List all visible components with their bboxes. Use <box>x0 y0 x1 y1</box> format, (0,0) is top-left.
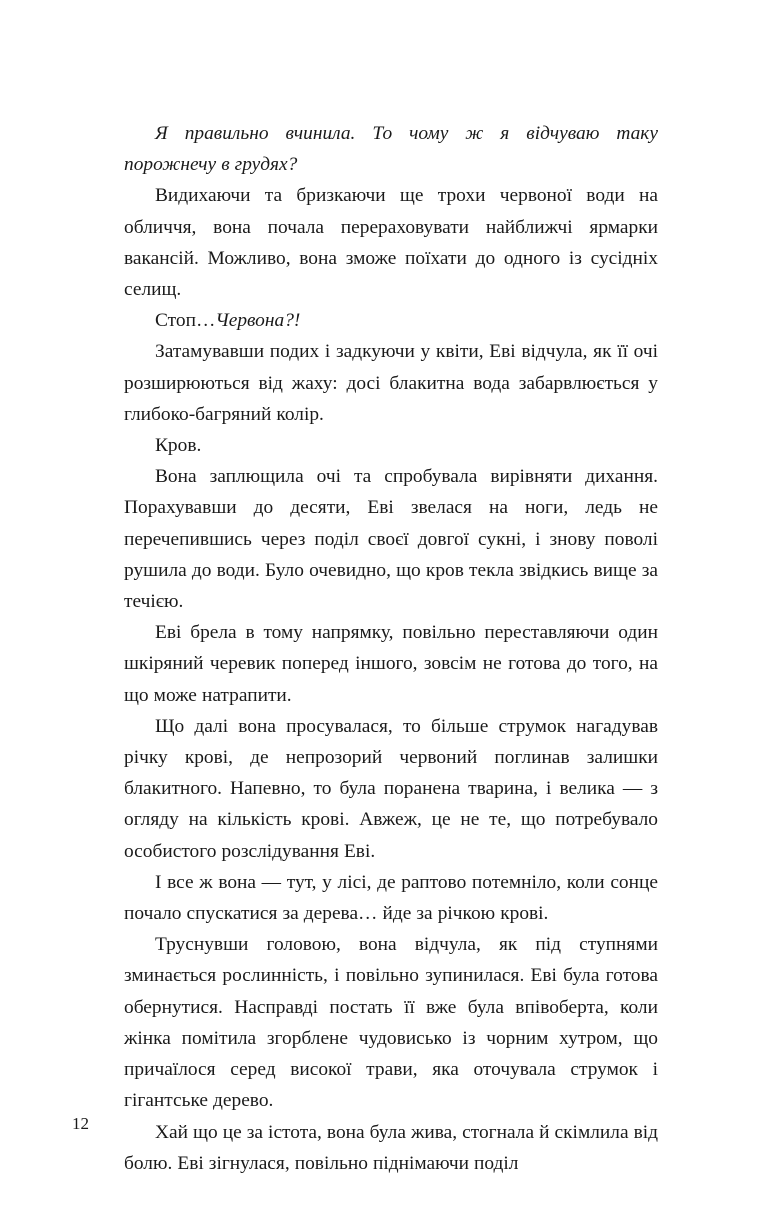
paragraph: Еві брела в тому напрямку, повільно переставляючи один шкіряний черевик поперед іншого, зовсім не готова до того, на що може натрапити. <box>124 622 658 706</box>
paragraph-italic-part: Червона?! <box>215 310 301 332</box>
paragraph: Я правильно вчинила. То чому ж я відчуваю таку порожнечу в грудях? <box>124 123 658 176</box>
paragraph: Вона заплющила очі та спробувала вирівняти дихання. Порахувавши до десяти, Еві звелася на ноги, ледь не перечепившись через поділ своєї довгої сукні, і знову поволі рушила до води. Було очевидно, що кров текла звідкись вище за течією. <box>124 466 658 613</box>
paragraph-plain-prefix: Стоп… <box>155 310 216 332</box>
paragraph: Хай що це за істота, вона була жива, стогнала й скімлила від болю. Еві зігнулася, повільно піднімаючи поділ <box>124 1121 659 1174</box>
paragraph: Труснувши головою, вона відчула, як під ступнями зминається рослинність, і повільно зупинилася. Еві була готова обернутися. Насправді постать її вже була впівоберта, коли жінка помітила згорблене чудовисько із чорним хутром, що причаїлося серед високої трави, яка оточувала струмок і гігантське дерево. <box>124 934 658 1112</box>
paragraph: Кров. <box>155 435 202 457</box>
page-number: 12 <box>72 1114 89 1133</box>
paragraph: І все ж вона — тут, у лісі, де раптово потемніло, коли сонце почало спускатися за дерева… йде за річкою крові. <box>124 871 658 925</box>
paragraph: Що далі вона просувалася, то більше струмок нагадував річку крові, де непрозорий червоний поглинав залишки блакитного. Напевно, то була поранена тварина, і велика — з огляду на кількість крові. Авжеж, це не те, що потребувало особистого розслідування Еві. <box>124 715 658 862</box>
page-text-body <box>124 118 658 1179</box>
paragraph: Затамувавши подих і задкуючи у квіти, Еві відчула, як її очі розширюються від жаху: досі блакитна вода забарвлюється у глибоко-багряний колір. <box>124 341 658 425</box>
paragraph: Видихаючи та бризкаючи ще трохи червоної води на обличчя, вона почала перераховувати найближчі ярмарки вакансій. Можливо, вона зможе поїхати до одного із сусідніх селищ. <box>124 185 658 301</box>
paragraph <box>124 305 658 336</box>
